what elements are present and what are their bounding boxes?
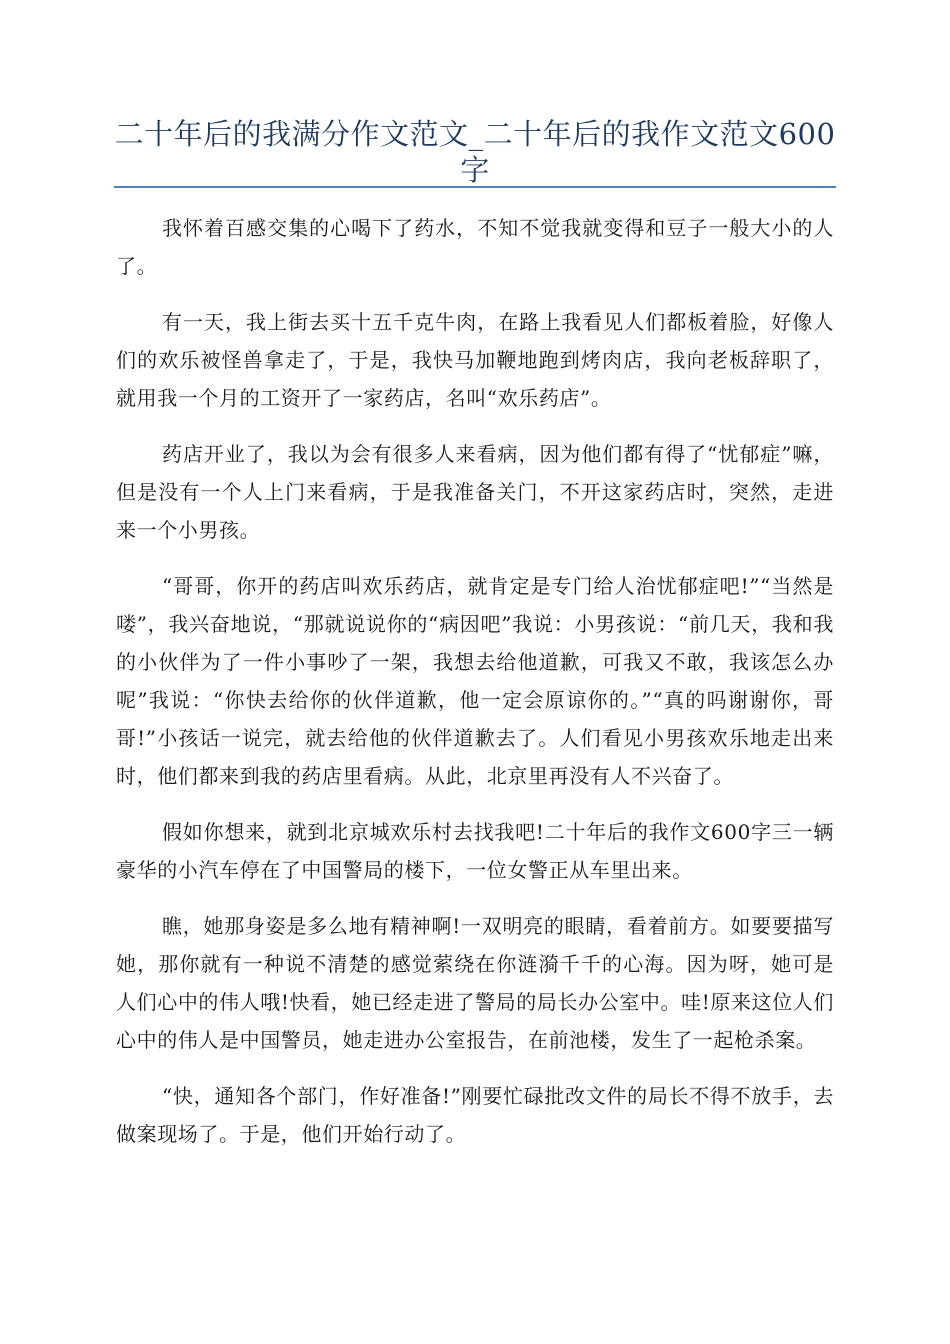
document-body: [116, 209, 834, 1171]
paragraph-2: 有一天，我上街去买十五千克牛肉，在路上我看见人们都板着脸，好像人们的欢乐被怪兽拿走了，于是，我快马加鞭地跑到烤肉店，我向老板辞职了，就用我一个月的工资开了一家药店，名叫“欢乐药店”。: [116, 310, 834, 410]
paragraph-4: “哥哥，你开的药店叫欢乐药店，就肯定是专门给人治忧郁症吧!”“当然是喽”，我兴奋地说，“那就说说你的“病因吧”我说：小男孩说：“前几天，我和我的小伙伴为了一件小事吵了一架，我想去给他道歉，可我又不敢，我该怎么办呢”我说：“你快去给你的伙伴道歉，他一定会原谅你的。”“真的吗谢谢你，哥哥!”小孩话一说完，就去给他的伙伴道歉去了。人们看见小男孩欢乐地走出来时，他们都来到我的药店里看病。从此，北京里再没有人不兴奋了。: [116, 574, 834, 788]
paragraph-6: 瞧，她那身姿是多么地有精神啊!一双明亮的眼睛，看着前方。如要要描写她，那你就有一种说不清楚的感觉萦绕在你涟漪千千的心海。因为呀，她可是人们心中的伟人哦!快看，她已经走进了警局的局长办公室中。哇!原来这位人们心中的伟人是中国警员，她走进办公室报告，在前池楼，发生了一起枪杀案。: [116, 914, 834, 1052]
paragraph-7: “快，通知各个部门，作好准备!”刚要忙碌批改文件的局长不得不放手，去做案现场了。于是，他们开始行动了。: [116, 1084, 834, 1146]
paragraph-3: 药店开业了，我以为会有很多人来看病，因为他们都有得了“忧郁症”嘛，但是没有一个人上门来看病，于是我准备关门，不开这家药店时，突然，走进来一个小男孩。: [116, 442, 834, 542]
paragraph-1: 我怀着百感交集的心喝下了药水，不知不觉我就变得和豆子一般大小的人了。: [116, 216, 834, 278]
paragraph-5: 假如你想来，就到北京城欢乐村去找我吧!二十年后的我作文600字三一辆豪华的小汽车停在了中国警局的楼下，一位女警正从车里出来。: [116, 820, 834, 882]
document-title: 二十年后的我满分作文范文_二十年后的我作文范文600字: [114, 117, 836, 187]
title-divider: [114, 186, 836, 188]
